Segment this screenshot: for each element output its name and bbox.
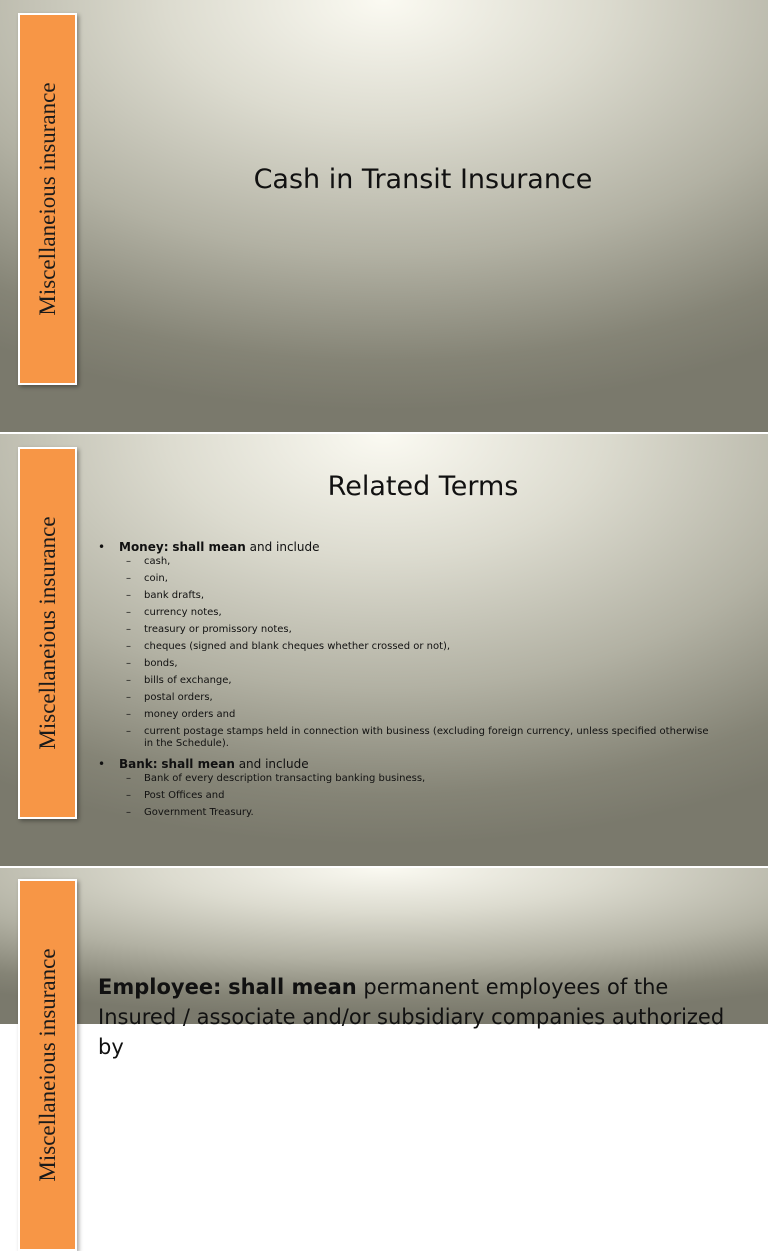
- term-rest: permanent employees of the Insured / associate and/or subsidiary companies authorized by: [98, 975, 725, 1059]
- term-shall-mean: shall mean: [172, 540, 246, 554]
- dash-icon: –: [126, 726, 131, 737]
- slide-title: Cash in Transit Insurance: [253, 164, 593, 195]
- slide-cash-in-transit: [0, 0, 768, 432]
- dash-icon: –: [126, 556, 131, 567]
- terms-list: [98, 538, 718, 824]
- side-tab-label: Miscellaneious insurance: [34, 82, 60, 316]
- side-tab: [18, 447, 77, 819]
- dash-icon: –: [126, 692, 131, 703]
- bullet-icon: •: [98, 540, 106, 554]
- term-name: Bank:: [119, 757, 158, 771]
- bank-sub-list: [98, 773, 718, 819]
- term-rest: and include: [234, 757, 309, 771]
- side-tab: [18, 879, 77, 1251]
- list-item: – coin,: [126, 573, 168, 584]
- list-item: – bills of exchange,: [126, 675, 232, 686]
- list-item: – Post Offices and: [126, 790, 225, 801]
- list-item: – postal orders,: [126, 692, 213, 703]
- dash-icon: –: [126, 590, 131, 601]
- dash-icon: –: [126, 607, 131, 618]
- list-item: – Bank of every description transacting banking business,: [126, 773, 426, 784]
- term-heading: [98, 755, 718, 773]
- side-tab: [18, 13, 77, 385]
- term-shall-mean: shall mean: [161, 757, 235, 771]
- list-item: – currency notes,: [126, 607, 222, 618]
- dash-icon: –: [126, 709, 131, 720]
- list-item: – treasury or promissory notes,: [126, 624, 292, 635]
- dash-icon: –: [126, 807, 131, 818]
- term-name: Employee:: [98, 975, 222, 999]
- slide-related-terms: [0, 434, 768, 866]
- dash-icon: –: [126, 641, 131, 652]
- money-sub-list: [98, 556, 718, 750]
- list-item: – Government Treasury.: [126, 807, 254, 818]
- side-tab-label: Miscellaneious insurance: [34, 516, 60, 750]
- term-rest: and include: [245, 540, 320, 554]
- employee-definition: [98, 972, 748, 1062]
- dash-icon: –: [126, 773, 131, 784]
- slide-employee-definition: [0, 868, 768, 1182]
- term-name: Money:: [119, 540, 169, 554]
- term-money: [98, 538, 718, 750]
- list-item: – bonds,: [126, 658, 178, 669]
- side-tab-label: Miscellaneious insurance: [34, 948, 60, 1182]
- list-item: – bank drafts,: [126, 590, 205, 601]
- list-item: – cash,: [126, 556, 171, 567]
- term-bank: [98, 755, 718, 819]
- list-item: – cheques (signed and blank cheques whether crossed or not),: [126, 641, 451, 652]
- dash-icon: –: [126, 675, 131, 686]
- dash-icon: –: [126, 624, 131, 635]
- dash-icon: –: [126, 790, 131, 801]
- list-item: – current postage stamps held in connection with business (excluding foreign currency, unless specified otherwise in the Schedule).: [126, 726, 709, 749]
- dash-icon: –: [126, 573, 131, 584]
- list-item: – money orders and: [126, 709, 236, 720]
- term-shall-mean: shall mean: [228, 975, 357, 999]
- bullet-icon: •: [98, 757, 106, 771]
- dash-icon: –: [126, 658, 131, 669]
- slide-title: Related Terms: [327, 471, 519, 502]
- term-heading: [98, 538, 718, 556]
